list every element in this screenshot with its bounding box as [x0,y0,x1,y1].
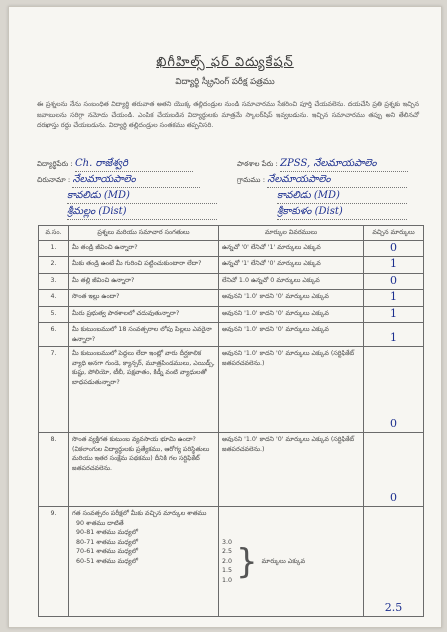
mandal-field-right [277,189,407,204]
instructions-paragraph: ఈ ప్రశ్నలను నేను సంబంధిత విద్యార్థి తరువాత అతని యొక్క తల్లిదండ్రుల నుండి సమాచారము సేకరించి పూర్తి చేయవలెను. దయచేసి ప్రతి ప్రశ్నకు ఇచ్చిన జవాబులను సరిగ్గా నమోదు చేయండి. ఎంపిక చేయబడిన విద్యార్థులకు మాత్రమే స్కాలర్‌షిప్ ఇవ్వబడును. ఇచ్చిన సమాచారము తప్పు అని తేలినచో దరఖాస్తు రద్దు చేయబడును. విద్యార్థి తల్లిదండ్రుల సంతకము తప్పనిసరి. [37,100,419,129]
row-score [364,507,424,617]
table-row [39,290,424,307]
row-number: 9. [39,507,69,617]
row-score [364,290,424,307]
row-score [364,323,424,347]
village-label: గ్రామము : [237,176,266,184]
grade-band: 90-81 శాతము మధ్యలో [76,529,139,536]
screening-table [38,225,424,617]
grade-band: 70-61 శాతము మధ్యలో [76,548,139,555]
col-header-number: వ.సం. [39,226,69,241]
brace-glyph: } [236,541,258,582]
score-mark: 0 [390,273,397,287]
grade-band-list [76,519,215,567]
row-number: 1. [39,240,69,257]
grade-point: 3.0 [222,538,233,546]
score-mark: 0 [390,240,397,254]
score-mark: 2.5 [384,600,403,614]
row-question: మీ కుటుంబములో 18 సంవత్సరాల లోపు పిల్లలు ఎవరైనా ఉన్నారా? [69,323,219,347]
grade-points-list [222,538,232,586]
row-score [364,257,424,274]
screening-form-page [8,6,442,628]
row-criteria: లేనిచో 1.0 ఉన్నచో 0 మార్కులు ఎక్కువ [219,273,364,290]
score-mark: 1 [390,290,397,303]
row-score [364,240,424,257]
row-question: సొంత ఇల్లు ఉందా? [69,290,219,307]
table-row [39,273,424,290]
table-row [39,347,424,433]
row-question: మీరు ప్రభుత్వ పాఠశాలలో చదువుతున్నారా? [69,306,219,323]
row-question: సొంత వ్యక్తిగత కుటుంబ వ్యవసాయ భూమి ఉందా? (వికలాంగుల విద్యార్థులకు ప్రత్యేకము, ఆరోగ్య పరిస్థితులు మరియు ఇతర సంక్షేమ పథకము) దీనికి గల సర్టిఫికేట్ జతపరచవలెను. [69,433,219,507]
district-line-left [67,205,217,220]
address-village-value: నేలమాయపాలెం [72,174,136,185]
row-score [364,433,424,507]
address-field [37,173,200,188]
score-mark: 0 [390,416,397,430]
form-title: ఖిగీహిల్స్ ఫర్ విద్యుకేషన్ [156,55,294,70]
row-question: మీ తల్లి జీవించి ఉన్నారా? [69,273,219,290]
mandal-line-left [67,189,217,204]
village-value: నేలమాయపాలెం [267,174,331,185]
row-criteria: అవునని '1.0' కాదని '0' మార్కులు ఎక్కువ [219,306,364,323]
table-row [39,306,424,323]
row-question: మీ కుటుంబములో పెద్దలు లేదా ఇంట్లో వారు దీర్ఘకాలిక వ్యాధి అనగా గుండె, క్యాన్సర్, మూత్రపిండములు, ఎయిడ్స్, కుష్టు, పోలియో, టీబీ, పక్షవాతం, కిడ్నీ వంటి వ్యాధులతో బాధపడుతున్నారా? [69,347,219,433]
student-name-field [37,157,193,172]
score-mark: 1 [390,306,397,320]
district-value-left: శ్రీమల్లం (Dist) [67,206,127,217]
address-label: చిరునామా : [37,176,71,184]
district-field-left [67,205,217,220]
row-criteria: అవునని '1.0' కాదని '0' మార్కులు ఎక్కువ [219,290,364,307]
grade-band: 60-51 శాతము మధ్యలో [76,557,139,565]
table-row [39,323,424,347]
row-criteria: అవునని '1.0' కాదని '0' మార్కులు ఎక్కువ [219,323,364,347]
address-line [72,173,200,188]
table-row [39,240,424,257]
row-criteria: ఉన్నచో '0' లేనిచో '1' మార్కులు ఎక్కువ [219,240,364,257]
row-number: 4. [39,290,69,307]
row-criteria [219,507,364,617]
row-criteria: అవునని '1.0' కాదని '0' మార్కులు ఎక్కువ (సర్టిఫికేట్ జతపరచవలెను.) [219,347,364,433]
col-header-question: ప్రశ్నలు మరియు సమాచార సంగతులు [69,226,219,241]
school-name-value: ZPSS, నేలమాయపాలెం [280,158,377,169]
row-criteria: ఉన్నచో '1' లేనిచో '0' మార్కులు ఎక్కువ [219,257,364,274]
row-number: 8. [39,433,69,507]
district-value-right: శ్రీకాకుళం (Dist) [277,206,343,217]
row-score [364,347,424,433]
row-question: మీ తండ్రి జీవించి ఉన్నారా? [69,240,219,257]
village-line [267,173,407,188]
mandal-field-left [67,189,217,204]
table-header-row [39,226,424,241]
village-field [237,173,407,188]
district-field-right [277,205,407,220]
row-score [364,273,424,290]
score-mark: 0 [390,490,397,504]
student-name-label: విద్యార్థిపేరు : [37,160,73,168]
form-subtitle: విద్యార్థి స్క్రీనింగ్ పరీక్ష పత్రము [175,77,275,87]
row-number: 3. [39,273,69,290]
grade-band: 90 శాతము దాటితే [76,519,124,527]
school-name-line [280,157,408,172]
student-name-line [75,157,193,172]
score-mark: 1 [390,257,397,270]
score-mark: 1 [390,330,397,344]
mandal-value-left: కావలిడు (MD) [67,190,130,201]
row-question-text: గత సంవత్సరం పరీక్షలో మీకు వచ్చిన మార్కుల శాతము [72,510,207,517]
district-line-right [277,205,407,220]
table-row [39,433,424,507]
grade-point: 2.0 [222,557,233,565]
col-header-criteria: మార్కుల వివరములు [219,226,364,241]
row-question [69,507,219,617]
mandal-line-right [277,189,407,204]
row-question: మీకు తండ్రి ఉంటే మీ గురించి పట్టించుకుంటారా లేదా? [69,257,219,274]
grade-points-group [222,538,360,586]
row-score [364,306,424,323]
table-row [39,507,424,617]
row-number: 2. [39,257,69,274]
grade-point: 2.5 [222,548,233,556]
row-criteria: అవునని '1.0' కాదని '0' మార్కులు ఎక్కువ (సర్టిఫికేట్ జతపరచవలెను.) [219,433,364,507]
grade-band: 80-71 శాతము మధ్యలో [76,538,139,546]
screening-table-wrap [38,225,423,617]
row-number: 6. [39,323,69,347]
school-name-label: పాఠశాల పేరు : [237,160,278,168]
mandal-value-right: కావలిడు (MD) [277,190,340,201]
col-header-score: వచ్చిన మార్కులు [364,226,424,241]
grade-note: మార్కులు ఎక్కువ [261,557,306,565]
grade-point: 1.0 [222,576,233,584]
school-name-field [237,157,408,172]
student-name-value: Ch. రాజేశ్వరి [74,158,128,169]
row-number: 5. [39,306,69,323]
table-row [39,257,424,274]
grade-point: 1.5 [222,567,233,575]
row-number: 7. [39,347,69,433]
